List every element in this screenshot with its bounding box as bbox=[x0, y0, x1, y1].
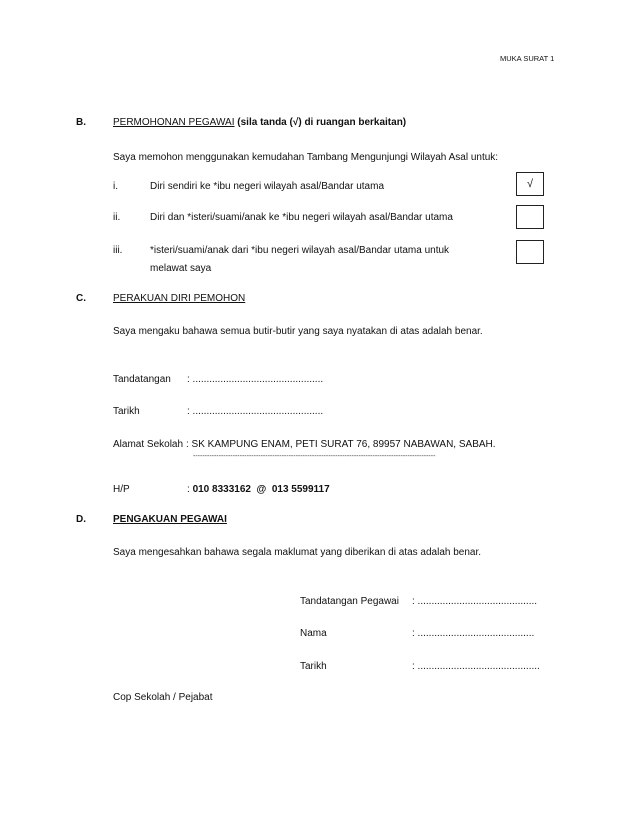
option-2-text: Diri dan *isteri/suami/anak ke *ibu negeri wilayah asal/Bandar utama bbox=[150, 212, 453, 223]
officer-name-label: Nama bbox=[300, 628, 327, 639]
section-b-letter: B. bbox=[76, 117, 86, 128]
address-value: : SK KAMPUNG ENAM, PETI SURAT 76, 89957 NABAWAN, SABAH. bbox=[186, 439, 496, 450]
officer-date-field[interactable]: : ............................................ bbox=[412, 661, 540, 672]
option-3-number: iii. bbox=[113, 245, 123, 256]
phone-field bbox=[187, 484, 330, 495]
option-1-number: i. bbox=[113, 181, 118, 192]
option-2-number: ii. bbox=[113, 212, 121, 223]
phone-value: 010 8333162 @ 013 5599117 bbox=[192, 484, 330, 495]
section-c-statement: Saya mengaku bahawa semua butir-butir yang saya nyatakan di atas adalah benar. bbox=[113, 326, 483, 337]
section-d-statement: Saya mengesahkan bahawa segala maklumat yang diberikan di atas adalah benar. bbox=[113, 547, 482, 558]
section-c-title: PERAKUAN DIRI PEMOHON bbox=[113, 293, 246, 304]
section-b-title-note: (sila tanda (√) di ruangan berkaitan) bbox=[234, 117, 407, 128]
option-3-text-cont: melawat saya bbox=[150, 263, 212, 274]
option-1-text: Diri sendiri ke *ibu negeri wilayah asal/Bandar utama bbox=[150, 181, 385, 192]
address-continuation-line: -------------------------------------------------------------------------------------------------------- bbox=[193, 453, 436, 460]
section-b-intro: Saya memohon menggunakan kemudahan Tambang Mengunjungi Wilayah Asal untuk: bbox=[113, 152, 499, 163]
date-field[interactable]: : ............................................... bbox=[187, 406, 324, 417]
signature-field[interactable]: : ............................................... bbox=[187, 374, 324, 385]
phone-colon: : bbox=[187, 484, 193, 495]
section-b-title: PERMOHONAN PEGAWAI bbox=[113, 117, 235, 128]
signature-label: Tandatangan bbox=[113, 374, 171, 385]
officer-signature-label: Tandatangan Pegawai bbox=[300, 596, 399, 607]
officer-date-label: Tarikh bbox=[300, 661, 327, 672]
officer-name-field[interactable]: : .......................................... bbox=[412, 628, 535, 639]
section-d-title: PENGAKUAN PEGAWAI bbox=[113, 514, 227, 525]
stamp-label: Cop Sekolah / Pejabat bbox=[113, 692, 213, 703]
check-mark-icon: √ bbox=[526, 178, 534, 190]
section-d-letter: D. bbox=[76, 514, 86, 525]
option-3-checkbox[interactable] bbox=[516, 240, 544, 264]
section-c-letter: C. bbox=[76, 293, 86, 304]
date-label: Tarikh bbox=[113, 406, 140, 417]
section-b-heading bbox=[113, 117, 406, 128]
address-label: Alamat Sekolah bbox=[113, 439, 184, 450]
option-2-checkbox[interactable] bbox=[516, 205, 544, 229]
phone-label: H/P bbox=[113, 484, 130, 495]
page-label: MUKA SURAT 1 bbox=[500, 54, 555, 63]
option-3-text: *isteri/suami/anak dari *ibu negeri wilayah asal/Bandar utama untuk bbox=[150, 245, 450, 256]
option-1-checkbox[interactable] bbox=[516, 172, 544, 196]
officer-signature-field[interactable]: : ........................................... bbox=[412, 596, 538, 607]
